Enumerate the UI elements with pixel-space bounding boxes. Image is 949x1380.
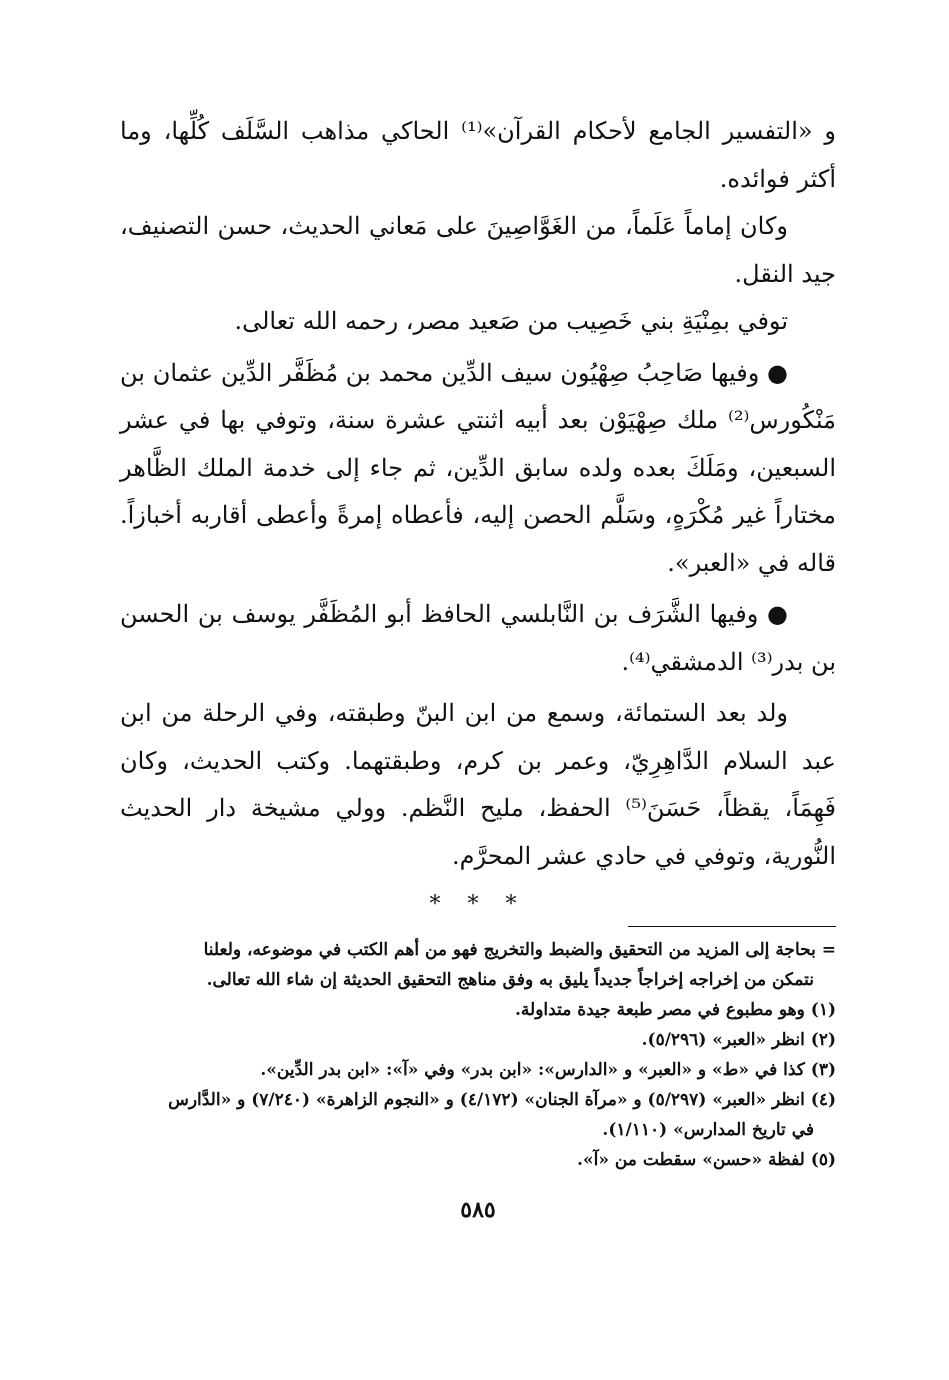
paragraph-imam-description: وكان إماماً عَلَماً، من الغَوَّاصِينَ على مَعاني الحديث، حسن التصنيف، جيد النقل.	[120, 212, 836, 288]
footnote-divider	[628, 926, 836, 927]
paragraph-nabulsi-biography: ولد بعد الستمائة، وسمع من ابن البنّ وطبقته، وفي الرحلة من ابن عبد السلام الدَّاهِرِيّ، وعمر بن كرم، وطبقتهما. وكتب الحديث، وكان فَهِمَاً، يقظاً، حَسَنَ⁽⁵⁾ الحفظ، مليح النَّظم. وولي مشيخة دار الحديث النُّورية، وتوفي في حادي عشر المحرَّم.	[120, 699, 837, 870]
footnote-4-continuation: في تاريخ المدارس» (١/١١٠).	[602, 1120, 814, 1140]
paragraph-death-place: توفي بمِنْيَةِ بني خَصِيب من صَعيد مصر، رحمه الله تعالى.	[234, 307, 788, 335]
footnote-3: (٣) كذا في «ط» و «العبر» و «الدارس»: «ابن بدر» وفي «آ»: «ابن بدر الدِّين».	[260, 1060, 836, 1080]
page-number: ٥٨٥	[460, 1197, 496, 1223]
footnotes	[120, 935, 836, 1175]
paragraph-sahyun-ruler: ● وفيها صَاحِبُ صِهْيُون سيف الدِّين محمد بن مُظَفَّر الدِّين عثمان بن مَنْكُورس⁽²⁾ ملك صِهْيَوْن بعد أبيه اثنتي عشرة سنة، وتوفي بها في عشر السبعين، ومَلَكَ بعده ولده سابق الدِّين، ثم جاء إلى خدمة الملك الظَّاهر مختاراً غير مُكْرَهٍ، وسَلَّم الحصن إليه، فأعطاه إمرةً وأعطى أقاربه أخبازاً. قاله في «العبر».	[120, 358, 837, 577]
footnote-4: (٤) انظر «العبر» (٥/٢٩٧) و «مرآة الجنان» (٤/١٧٢) و «النجوم الزاهرة» (٧/٢٤٠) و «الدَّارس	[168, 1090, 836, 1110]
footnote-2: (٢) انظر «العبر» (٥/٢٩٦).	[641, 1030, 836, 1050]
footnote-continuation-line: = بحاجة إلى المزيد من التحقيق والضبط والتخريج فهو من أهم الكتب في موضوعه، ولعلنا	[203, 940, 836, 960]
page-content	[120, 108, 836, 1223]
footnote-5: (٥) لفظة «حسن» سقطت من «آ».	[577, 1150, 836, 1170]
footnote-continuation-line: نتمكن من إخراجه إخراجاً جديداً يليق به وفق مناهج التحقيق الحديثة إن شاء الله تعالى.	[206, 970, 814, 990]
section-separator: * * *	[429, 892, 527, 917]
paragraph-nabulsi: ● وفيها الشَّرَف بن النَّابلسي الحافظ أبو المُظَفَّر يوسف بن الحسن بن بدر⁽³⁾ الدمشقي⁽⁴⁾.	[120, 600, 836, 676]
footnote-1: (١) وهو مطبوع في مصر طبعة جيدة متداولة.	[515, 1000, 836, 1020]
paragraph-tafsir: و «التفسير الجامع لأحكام القرآن»⁽¹⁾ الحاكي مذاهب السَّلَف كُلِّها، وما أكثر فوائده.	[120, 117, 836, 193]
